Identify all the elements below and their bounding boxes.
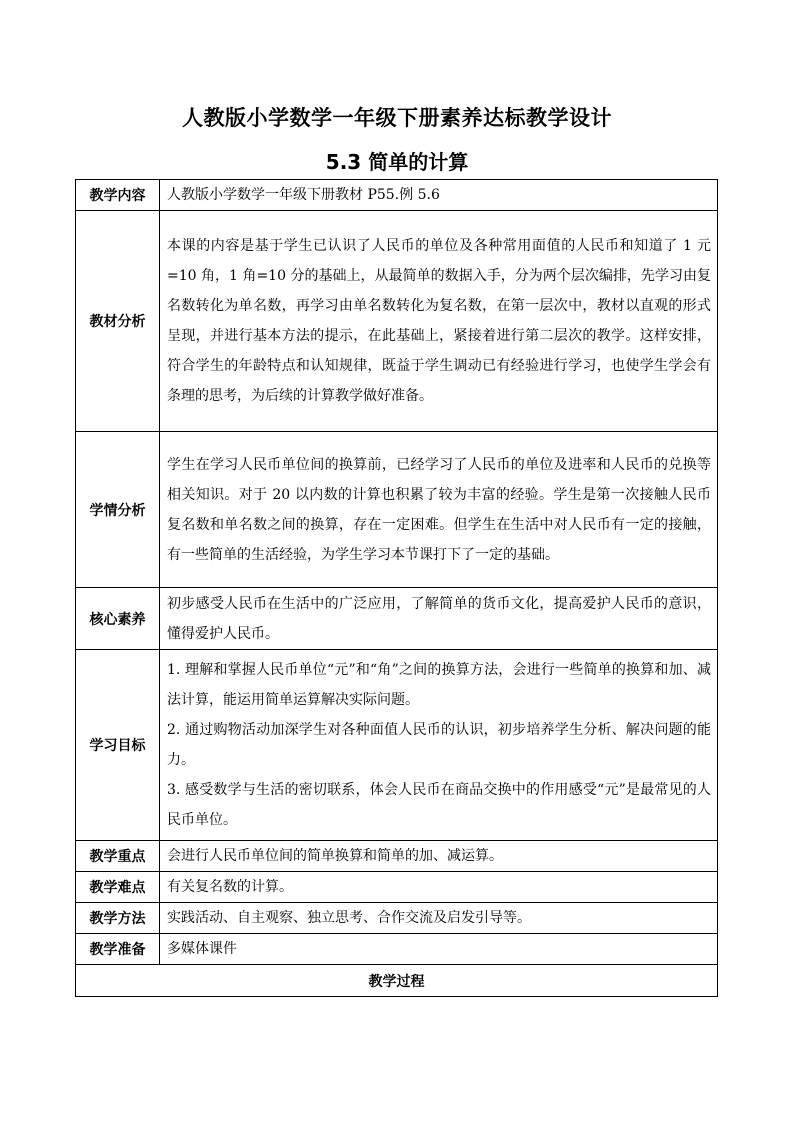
value-material-analysis: 本课的内容是基于学生已认识了人民币的单位及各种常用面值的人民币和知道了 1 元=10 角，1 角=10 分的基础上，从最简单的数据入手，分为两个层次编排，先学习由复名数转化为单名数，再学习由单名数转化为复名数，在第一层次中，教材以直观的形式呈现，并进行基本方法的提示，在此基础上，紧接着进行第二层次的教学。这样安排，符合学生的年龄特点和认知规律，既益于学生调动已有经验进行学习，也使学生学会有条理的思考，为后续的计算教学做好准备。 — [160, 211, 718, 432]
row-teaching-content — [76, 180, 718, 211]
label-difficulties: 教学难点 — [76, 872, 160, 903]
label-learning-goals: 学习目标 — [76, 650, 160, 841]
label-material-analysis: 教材分析 — [76, 211, 160, 432]
label-student-analysis: 学情分析 — [76, 432, 160, 588]
value-student-analysis: 学生在学习人民币单位间的换算前，已经学习了人民币的单位及进率和人民币的兑换等相关知识。对于 20 以内数的计算也积累了较为丰富的经验。学生是第一次接触人民币复名数和单名数之间的换算，存在一定困难。但学生在生活中对人民币有一定的接触，有一些简单的生活经验，为学生学习本节课打下了一定的基础。 — [160, 432, 718, 588]
teaching-process-heading: 教学过程 — [76, 965, 718, 997]
label-methods: 教学方法 — [76, 903, 160, 934]
value-preparation: 多媒体课件 — [160, 934, 718, 965]
value-teaching-content: 人教版小学数学一年级下册教材 P55.例 5.6 — [160, 180, 718, 211]
value-learning-goals — [160, 650, 718, 841]
row-core-literacy — [76, 588, 718, 650]
row-learning-goals — [76, 650, 718, 841]
row-preparation — [76, 934, 718, 965]
lesson-plan-table — [75, 179, 718, 997]
value-core-literacy: 初步感受人民币在生活中的广泛应用，了解简单的货币文化，提高爱护人民币的意识，懂得爱护人民币。 — [160, 588, 718, 650]
row-teaching-process — [76, 965, 718, 997]
learning-goal-item: 3. 感受数学与生活的密切联系，体会人民币在商品交换中的作用感受“元”是最常见的人民币单位。 — [167, 782, 711, 828]
row-methods — [76, 903, 718, 934]
value-difficulties: 有关复名数的计算。 — [160, 872, 718, 903]
row-material-analysis — [76, 211, 718, 432]
label-preparation: 教学准备 — [76, 934, 160, 965]
row-key-points — [76, 841, 718, 872]
value-methods: 实践活动、自主观察、独立思考、合作交流及启发引导等。 — [160, 903, 718, 934]
document-title: 人教版小学数学一年级下册素养达标教学设计 — [182, 106, 612, 130]
value-key-points: 会进行人民币单位间的简单换算和简单的加、减运算。 — [160, 841, 718, 872]
label-key-points: 教学重点 — [76, 841, 160, 872]
label-core-literacy: 核心素养 — [76, 588, 160, 650]
label-teaching-content: 教学内容 — [76, 180, 160, 211]
row-difficulties — [76, 872, 718, 903]
learning-goal-item: 1. 理解和掌握人民币单位“元”和“角”之间的换算方法，会进行一些简单的换算和加、减法计算，能运用简单运算解决实际问题。 — [167, 662, 711, 708]
row-student-analysis — [76, 432, 718, 588]
document-subtitle: 5.3 简单的计算 — [325, 150, 469, 174]
learning-goal-item: 2. 通过购物活动加深学生对各种面值人民币的认识，初步培养学生分析、解决问题的能力。 — [167, 722, 711, 768]
